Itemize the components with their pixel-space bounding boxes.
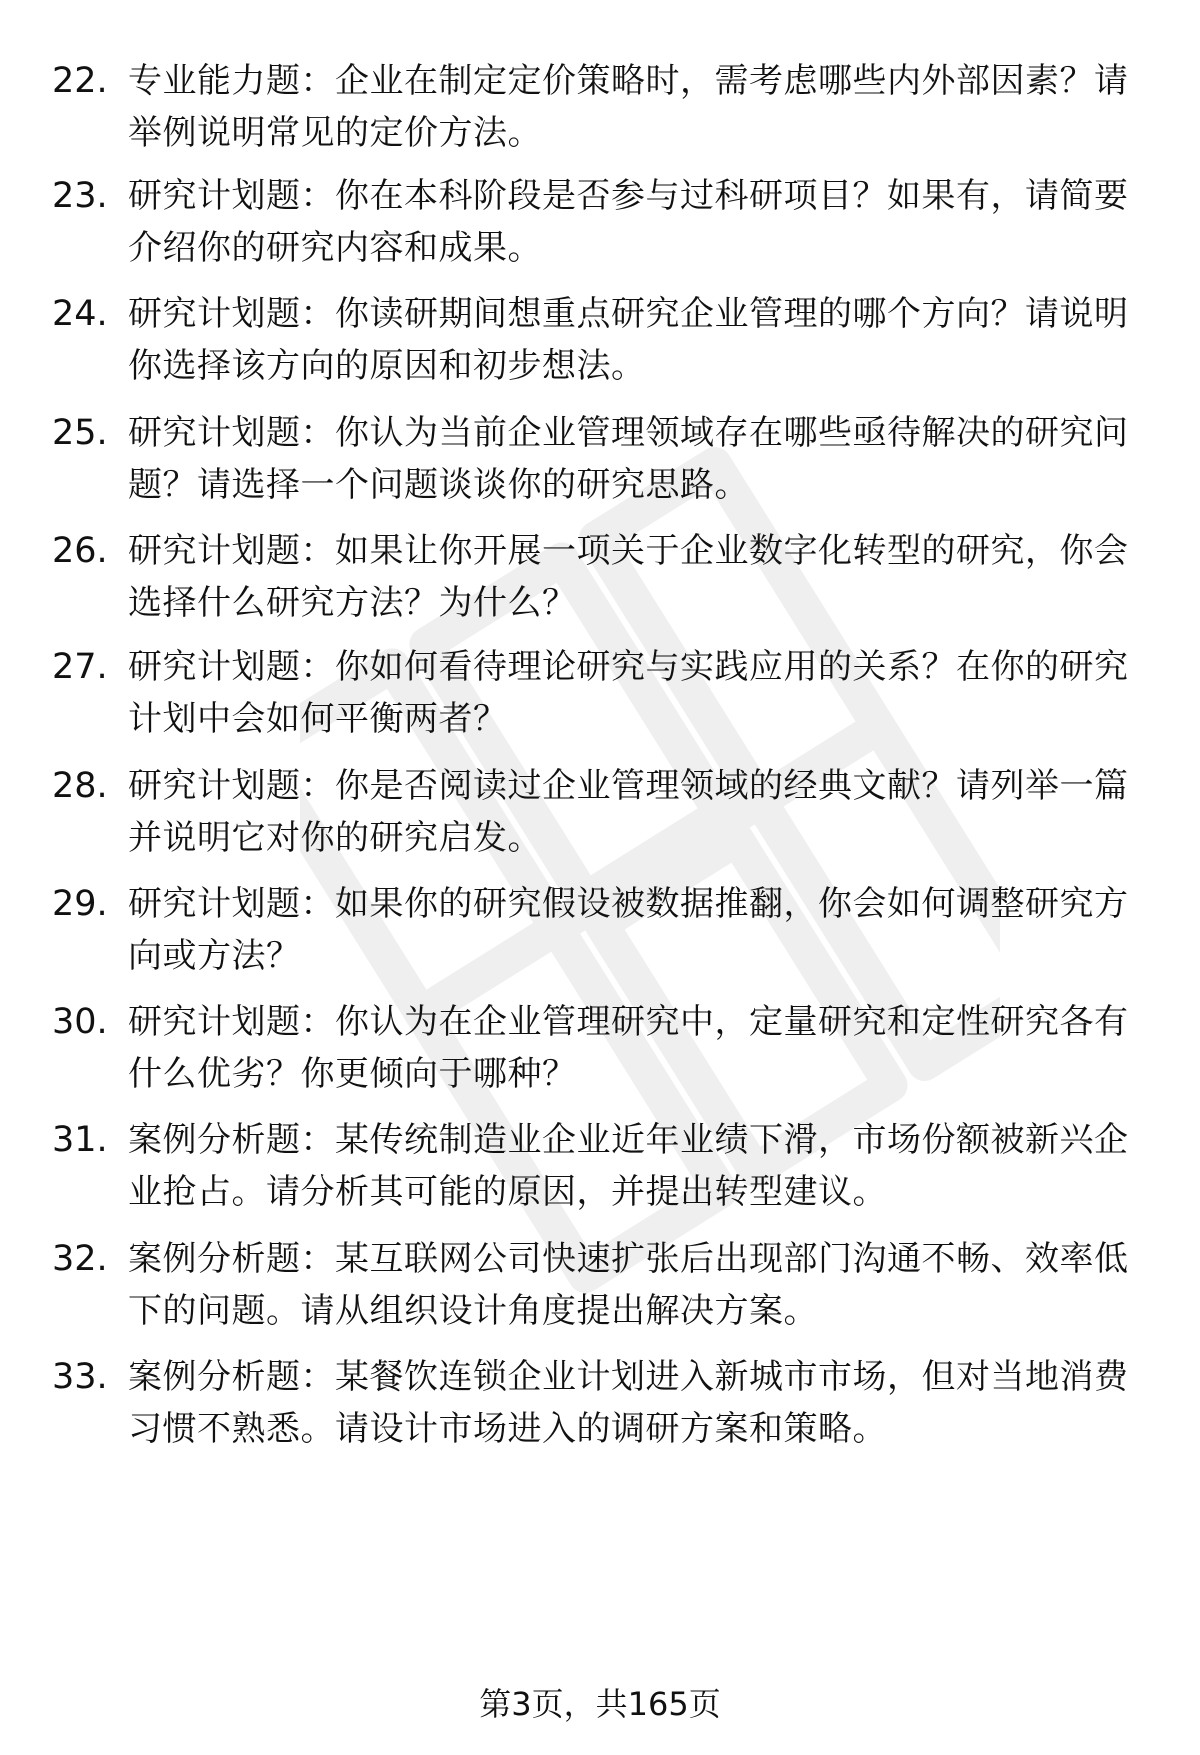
question-item — [0, 55, 1200, 165]
question-item — [0, 407, 1200, 517]
question-text: 案例分析题：某传统制造业企业近年业绩下滑，市场份额被新兴企业抢占。请分析其可能的原因，并提出转型建议。 — [128, 1120, 1129, 1212]
question-text: 研究计划题：你如何看待理论研究与实践应用的关系？在你的研究计划中会如何平衡两者？ — [128, 647, 1129, 739]
question-number: 33. — [52, 1357, 108, 1397]
question-text: 研究计划题：你在本科阶段是否参与过科研项目？如果有，请简要介绍你的研究内容和成果。 — [128, 176, 1129, 268]
question-number: 27. — [52, 647, 108, 687]
question-text: 研究计划题：如果让你开展一项关于企业数字化转型的研究，你会选择什么研究方法？为什么？ — [128, 531, 1129, 623]
question-text: 研究计划题：你认为在企业管理研究中，定量研究和定性研究各有什么优劣？你更倾向于哪种？ — [128, 1002, 1129, 1094]
question-number: 26. — [52, 531, 108, 571]
question-number: 24. — [52, 294, 108, 334]
question-item — [0, 1233, 1200, 1343]
question-item — [0, 878, 1200, 988]
question-number: 29. — [52, 884, 108, 924]
question-item — [0, 1351, 1200, 1461]
question-number: 22. — [52, 61, 108, 101]
question-text: 研究计划题：你认为当前企业管理领域存在哪些亟待解决的研究问题？请选择一个问题谈谈你的研究思路。 — [128, 413, 1129, 505]
question-number: 25. — [52, 413, 108, 453]
question-text: 研究计划题：你是否阅读过企业管理领域的经典文献？请列举一篇并说明它对你的研究启发。 — [128, 766, 1129, 858]
question-number: 30. — [52, 1002, 108, 1042]
question-item — [0, 1114, 1200, 1224]
question-text: 专业能力题：企业在制定定价策略时，需考虑哪些内外部因素？请举例说明常见的定价方法。 — [128, 61, 1129, 153]
question-number: 32. — [52, 1239, 108, 1279]
question-text: 研究计划题：如果你的研究假设被数据推翻，你会如何调整研究方向或方法？ — [128, 884, 1129, 976]
question-item — [0, 641, 1200, 751]
question-text: 案例分析题：某餐饮连锁企业计划进入新城市市场，但对当地消费习惯不熟悉。请设计市场进入的调研方案和策略。 — [128, 1357, 1129, 1449]
question-number: 28. — [52, 766, 108, 806]
question-text: 案例分析题：某互联网公司快速扩张后出现部门沟通不畅、效率低下的问题。请从组织设计角度提出解决方案。 — [128, 1239, 1129, 1331]
question-item — [0, 760, 1200, 870]
page-footer: 第3页，共165页 — [479, 1685, 721, 1723]
question-number: 31. — [52, 1120, 108, 1160]
question-item — [0, 288, 1200, 398]
question-item — [0, 170, 1200, 280]
question-item — [0, 525, 1200, 635]
question-item — [0, 996, 1200, 1106]
question-text: 研究计划题：你读研期间想重点研究企业管理的哪个方向？请说明你选择该方向的原因和初步想法。 — [128, 294, 1129, 386]
question-number: 23. — [52, 176, 108, 216]
